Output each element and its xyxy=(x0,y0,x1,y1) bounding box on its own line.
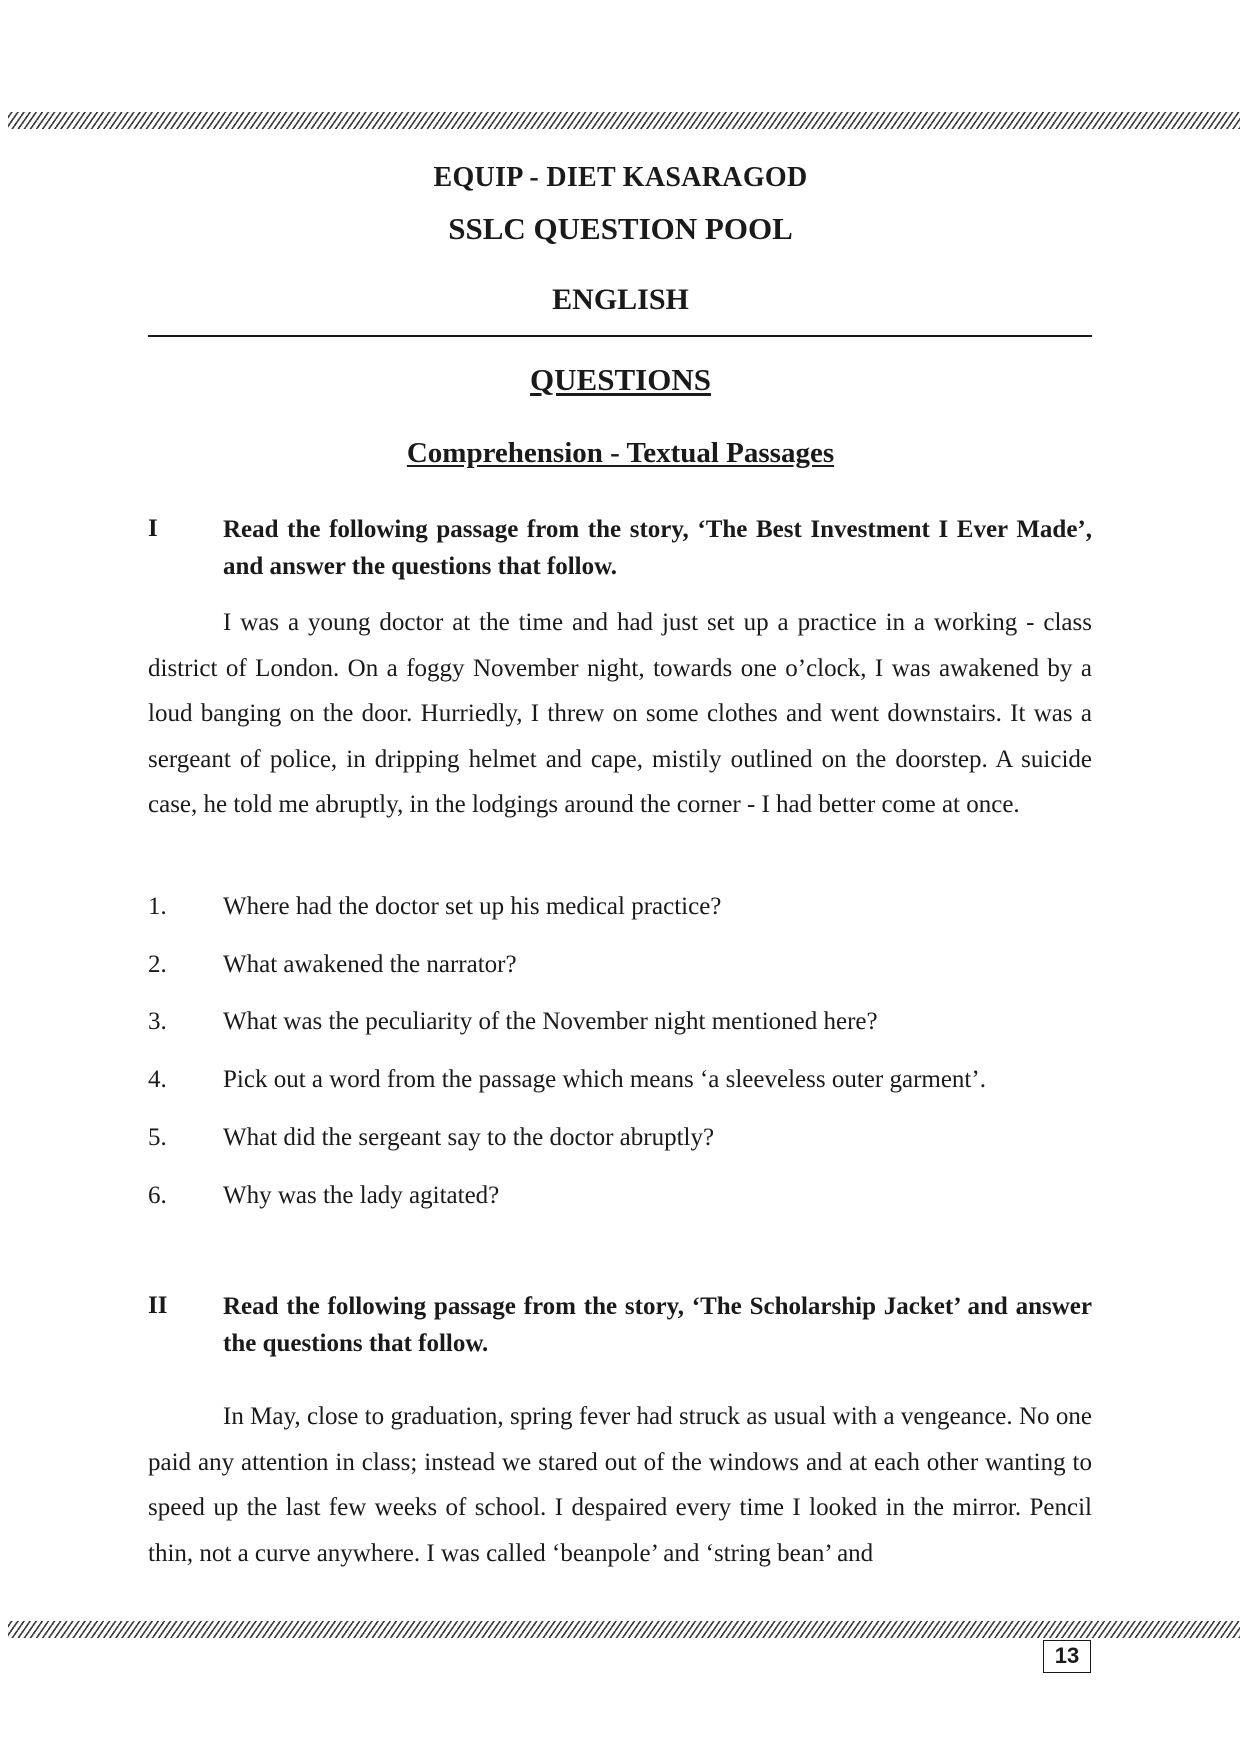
question-text: What did the sergeant say to the doctor abruptly? xyxy=(223,1124,715,1151)
passage: In May, close to graduation, spring fever had struck as usual with a vengeance. No one paid any attention in class; instead we stared out of the windows and at each other wanting to speed up the last few weeks of school. I despaired every time I looked in the mirror. Pencil thin, not a curve anywhere. I was called ‘beanpole’ and ‘string bean’ and xyxy=(148,1403,1092,1567)
question-number: 3. xyxy=(148,1008,167,1035)
header-rule xyxy=(148,335,1092,337)
questions-heading: QUESTIONS xyxy=(530,362,711,397)
question-number: 5. xyxy=(148,1124,167,1151)
question-text: Pick out a word from the passage which means ‘a sleeveless outer garment’. xyxy=(223,1066,986,1093)
pool-title: SSLC QUESTION POOL xyxy=(448,211,793,246)
question-number: 6. xyxy=(148,1182,167,1209)
question-text: Why was the lady agitated? xyxy=(223,1182,500,1209)
section-instruction: Read the following passage from the story, ‘The Scholarship Jacket’ and answer the questions that follow. xyxy=(223,1293,1092,1357)
question-number: 4. xyxy=(148,1066,167,1093)
question-text: What was the peculiarity of the November night mentioned here? xyxy=(223,1008,878,1035)
org-heading: EQUIP - DIET KASARAGOD xyxy=(433,162,808,193)
passage: I was a young doctor at the time and had just set up a practice in a working - class district of London. On a foggy November night, towards one o’clock, I was awakened by a loud banging on the door. Hurriedly, I threw on some clothes and went downstairs. It was a sergeant of police, in dripping helmet and cape, mistily outlined on the doorstep. A suicide case, he told me abruptly, in the lodgings around the corner - I had better come at once. xyxy=(148,609,1092,819)
top-hatch-border xyxy=(8,112,1240,129)
question-text: Where had the doctor set up his medical practice? xyxy=(223,893,722,920)
subject-title: ENGLISH xyxy=(552,283,689,316)
section-number: II xyxy=(148,1292,168,1319)
question-number: 1. xyxy=(148,893,167,920)
bottom-hatch-border xyxy=(8,1621,1240,1638)
page-number: 13 xyxy=(1043,1640,1091,1673)
section-heading: Comprehension - Textual Passages xyxy=(406,437,835,469)
section-number: I xyxy=(148,515,158,542)
section-instruction: Read the following passage from the story, ‘The Best Investment I Ever Made’, and answer the questions that follow. xyxy=(223,516,1092,580)
question-number: 2. xyxy=(148,951,167,978)
question-text: What awakened the narrator? xyxy=(223,951,517,978)
